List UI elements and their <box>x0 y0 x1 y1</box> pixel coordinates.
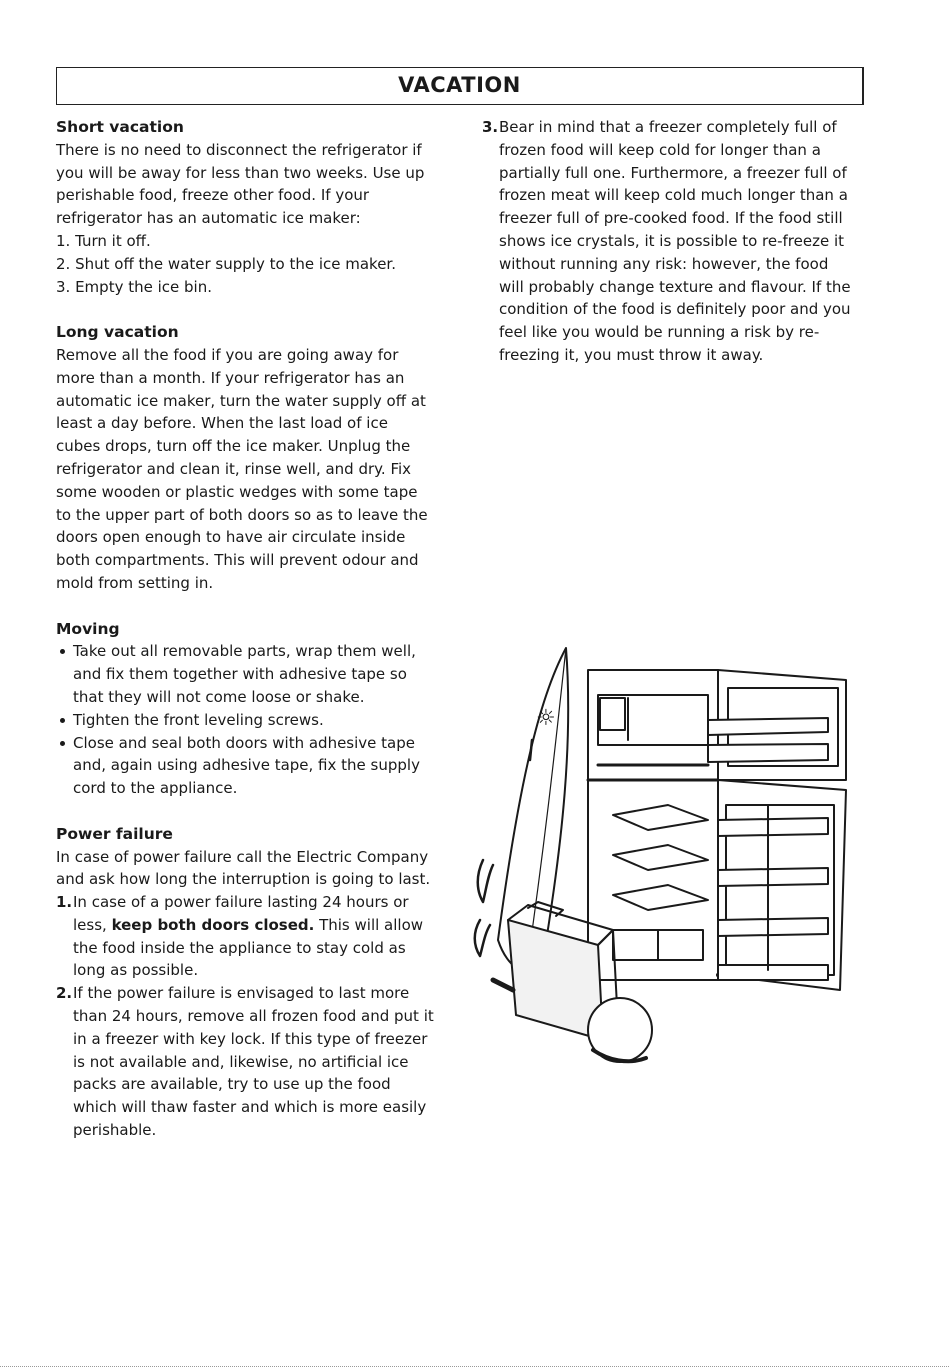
item-text: This will allow the food inside the appliance to stay cold as long as possible. <box>73 915 424 980</box>
surfboard-drawing <box>475 648 568 970</box>
item-text: In case of a power failure lasting 24 hours or less, <box>73 893 409 934</box>
right-column <box>482 116 852 367</box>
long-vacation-body: Remove all the food if you are going away for more than a month. If your refrigerator has an automatic ice maker, turn the water supply off at least a day before. When the last load of ice cubes drops, turn off the ice maker. Unplug the refrigerator and clean it, rinse well, and dry. Fix some wooden or plastic wedges with some tape to the upper part of both doors so as to leave the doors open enough to have air circulate inside both compartments. This will prevent odour and mold from setting in. <box>56 345 428 592</box>
short-vacation-section <box>56 116 436 298</box>
moving-list-item: Tighten the front leveling screws. <box>56 709 436 732</box>
item-number: 3. <box>482 118 499 136</box>
left-column <box>56 116 436 1142</box>
power-failure-item-2 <box>56 982 436 1142</box>
item-text: If the power failure is envisaged to last more than 24 hours, remove all frozen food and put it in a freezer with key lock. If this type of freezer is not available and, likewise, no artificial ice packs are available, try to use up the food which will thaw faster and which is more easily perishable. <box>73 984 434 1140</box>
ball-drawing <box>588 998 652 1062</box>
moving-heading: Moving <box>56 619 120 638</box>
power-failure-intro: In case of power failure call the Electric Company and ask how long the interruption is going to last. <box>56 847 431 889</box>
long-vacation-heading: Long vacation <box>56 323 179 342</box>
long-vacation-section <box>56 321 436 595</box>
power-failure-item-1 <box>56 891 436 982</box>
moving-list-item: Take out all removable parts, wrap them well, and fix them together with adhesive tape so that they will not come loose or shake. <box>56 640 436 708</box>
power-failure-section <box>56 823 436 1142</box>
power-failure-list <box>56 891 436 1142</box>
footer-rule <box>0 1366 949 1367</box>
power-failure-list-continued <box>482 116 852 367</box>
item-emphasis: keep both doors closed. <box>111 915 315 934</box>
moving-list <box>56 640 436 800</box>
item-text: Bear in mind that a freezer completely full of frozen food will keep cold for longer than a partially full one. Furthermore, a freezer full of frozen meat will keep cold much longer than a freezer full of pre-cooked food. If the food still shows ice crystals, it is possible to re-freeze it without running any risk: however, the food will probably change texture and flavour. If the condition of the food is definitely poor and you feel like you would be running a risk by re-freezing it, you must throw it away. <box>499 118 851 364</box>
page-title: VACATION <box>398 73 521 97</box>
title-box <box>56 67 864 105</box>
short-vacation-step: 1. Turn it off. <box>56 231 151 250</box>
item-number: 1. <box>56 893 73 912</box>
item-number: 2. <box>56 984 73 1003</box>
short-vacation-intro: There is no need to disconnect the refrigerator if you will be away for less than two weeks. Use up perishable food, freeze other food. If your refrigerator has an automatic ice maker: <box>56 140 425 228</box>
moving-list-item: Close and seal both doors with adhesive tape and, again using adhesive tape, fix the supply cord to the appliance. <box>56 732 436 800</box>
power-failure-item-3 <box>482 116 852 367</box>
short-vacation-steps <box>56 230 436 298</box>
refrigerator-illustration <box>468 640 858 1080</box>
short-vacation-heading: Short vacation <box>56 118 184 136</box>
moving-section <box>56 618 436 800</box>
power-failure-heading: Power failure <box>56 824 173 843</box>
fridge-drawing <box>588 670 846 990</box>
short-vacation-step: 2. Shut off the water supply to the ice maker. <box>56 254 396 273</box>
short-vacation-step: 3. Empty the ice bin. <box>56 277 212 296</box>
svg-text:☼: ☼ <box>536 706 556 731</box>
